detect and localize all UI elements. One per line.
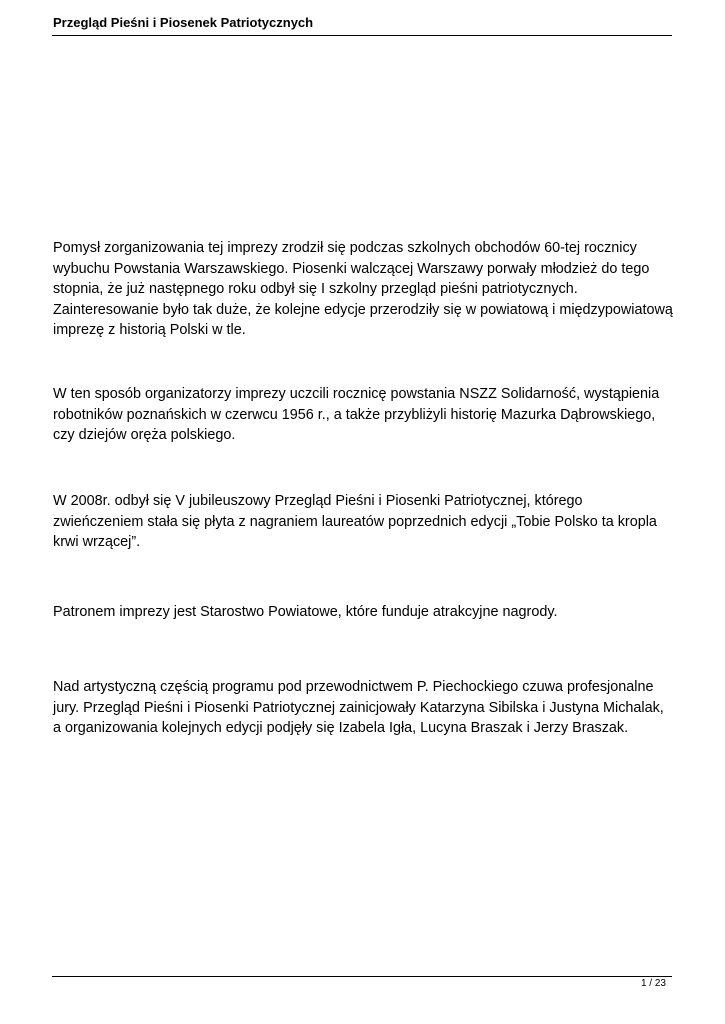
paragraph-anniversaries: W ten sposób organizatorzy imprezy uczcili rocznicę powstania NSZZ Solidarność, wystąpienia robotników poznańskich w czerwcu 1956 r., a także przybliżyli historię Mazurka Dąbrowskiego, czy dziejów oręża polskiego. (53, 386, 660, 443)
paragraph-jubilee: W 2008r. odbył się V jubileuszowy Przegląd Pieśni i Piosenki Patriotycznej, którego zwieńczeniem stała się płyta z nagraniem laureatów poprzednich edycji „Tobie Polsko ta kropla krwi wrzącej”. (53, 493, 657, 550)
paragraph-patron: Patronem imprezy jest Starostwo Powiatowe, które funduje atrakcyjne nagrody. (53, 604, 558, 620)
footer-divider (52, 976, 672, 977)
paragraph-idea: Pomysł zorganizowania tej imprezy zrodził się podczas szkolnych obchodów 60-tej rocznicy wybuchu Powstania Warszawskiego. Piosenki walczącej Warszawy porwały młodzież do tego stopnia, że już następnego roku odbył się I szkolny przegląd pieśni patriotycznych. Zainteresowanie było tak duże, że kolejne edycje przerodziły się w powiatową i międzypowiatową imprezę z historią Polski w tle. (53, 240, 673, 338)
page-number: 1 / 23 (640, 978, 666, 989)
page-header-title: Przegląd Pieśni i Piosenek Patriotycznych (53, 15, 314, 30)
paragraph-jury: Nad artystyczną częścią programu pod przewodnictwem P. Piechockiego czuwa profesjonalne jury. Przegląd Pieśni i Piosenki Patriotycznej zainicjowały Katarzyna Sibilska i Justyna Michalak, a organizowania kolejnych edycji podjęły się Izabela Igła, Lucyna Braszak i Jerzy Braszak. (53, 679, 664, 736)
header-divider (52, 35, 672, 36)
